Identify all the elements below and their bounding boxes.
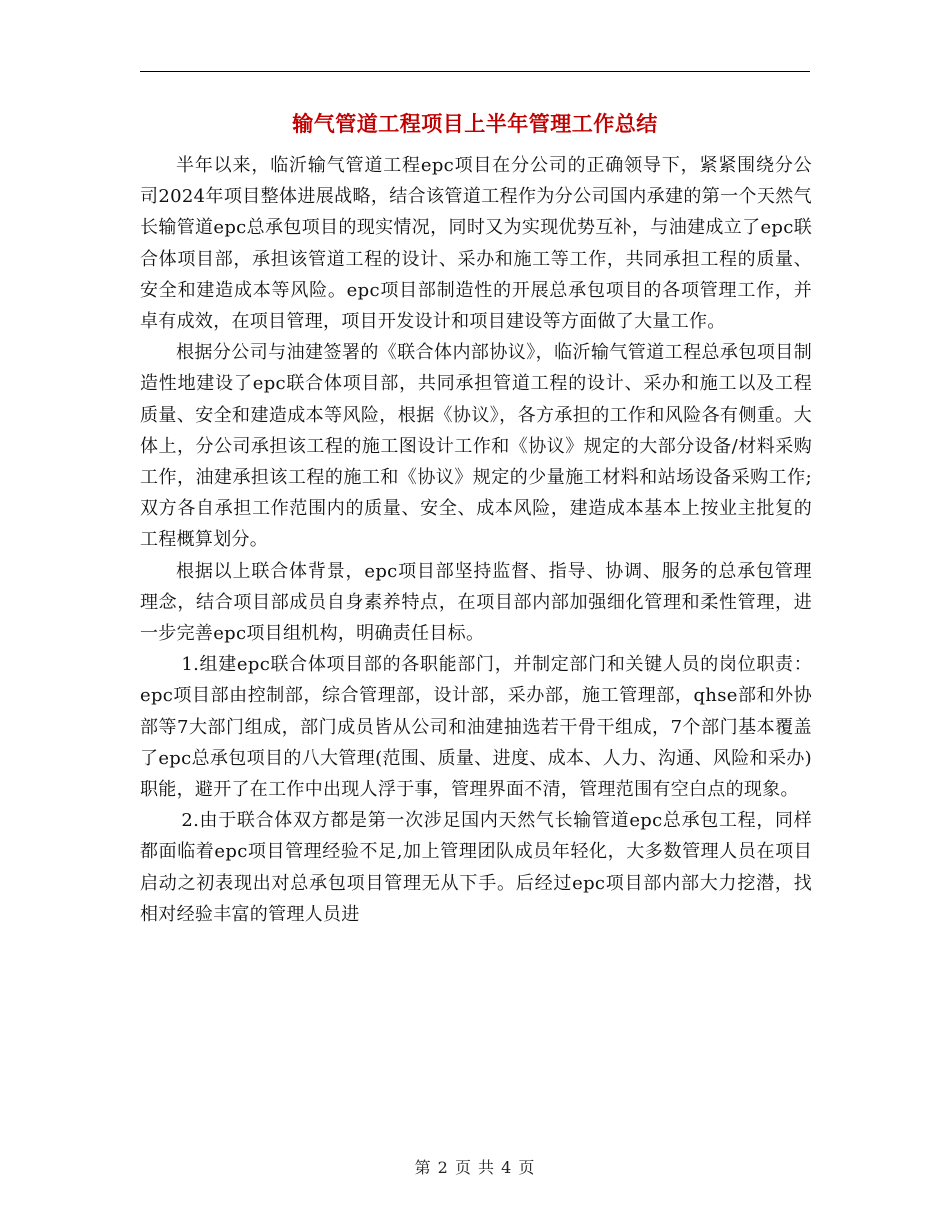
document-title: 输气管道工程项目上半年管理工作总结 bbox=[292, 111, 658, 136]
paragraph-intro: 半年以来，临沂输气管道工程epc项目在分公司的正确领导下，紧紧围绕分公司2024年项目整体进展战略，结合该管道工程作为分公司国内承建的第一个天然气长输管道epc总承包项目的现实情况，同时又为实现优势互补，与油建成立了epc联合体项目部，承担该管道工程的设计、采办和施工等工作，共同承担工程的质量、安全和建造成本等风险。epc项目部制造性的开展总承包项目的各项管理工作，并卓有成效，在项目管理，项目开发设计和项目建设等方面做了大量工作。 bbox=[140, 155, 812, 333]
paragraph-item-2: 2.由于联合体双方都是第一次涉足国内天然气长输管道epc总承包工程，同样都面临着epc项目管理经验不足,加上管理团队成员年轻化，大多数管理人员在项目启动之初表现出对总承包项目管理无从下手。后经过epc项目部内部大力挖潜，找相对经验丰富的管理人员进 bbox=[140, 810, 812, 925]
paragraph-item-1: 1.组建epc联合体项目部的各职能部门，并制定部门和关键人员的岗位职责：epc项目部由控制部，综合管理部，设计部，采办部，施工管理部，qhse部和外协部等7大部门组成，部门成员皆从公司和油建抽选若干骨干组成，7个部门基本覆盖了epc总承包项目的八大管理(范围、质量、进度、成本、人力、沟通、风险和采办)职能，避开了在工作中出现人浮于事，管理界面不清，管理范围有空白点的现象。 bbox=[140, 654, 812, 801]
paragraph-agreement: 根据分公司与油建签署的《联合体内部协议》，临沂输气管道工程总承包项目制造性地建设了epc联合体项目部，共同承担管道工程的设计、采办和施工以及工程质量、安全和建造成本等风险，根据《协议》，各方承担的工作和风险各有侧重。大体上，分公司承担该工程的施工图设计工作和《协议》规定的大部分设备/材料采购工作，油建承担该工程的施工和《协议》规定的少量施工材料和站场设备采购工作;双方各自承担工作范围内的质量、安全、成本风险，建造成本基本上按业主批复的工程概算划分。 bbox=[140, 342, 812, 551]
paragraph-background: 根据以上联合体背景，epc项目部坚持监督、指导、协调、服务的总承包管理理念，结合项目部成员自身素养特点，在项目部内部加强细化管理和柔性管理，进一步完善epc项目组机构，明确责任目标。 bbox=[140, 560, 812, 645]
header-rule bbox=[140, 71, 810, 72]
page-footer: 第 2 页 共 4 页 bbox=[414, 1158, 536, 1177]
document-body bbox=[140, 150, 812, 930]
